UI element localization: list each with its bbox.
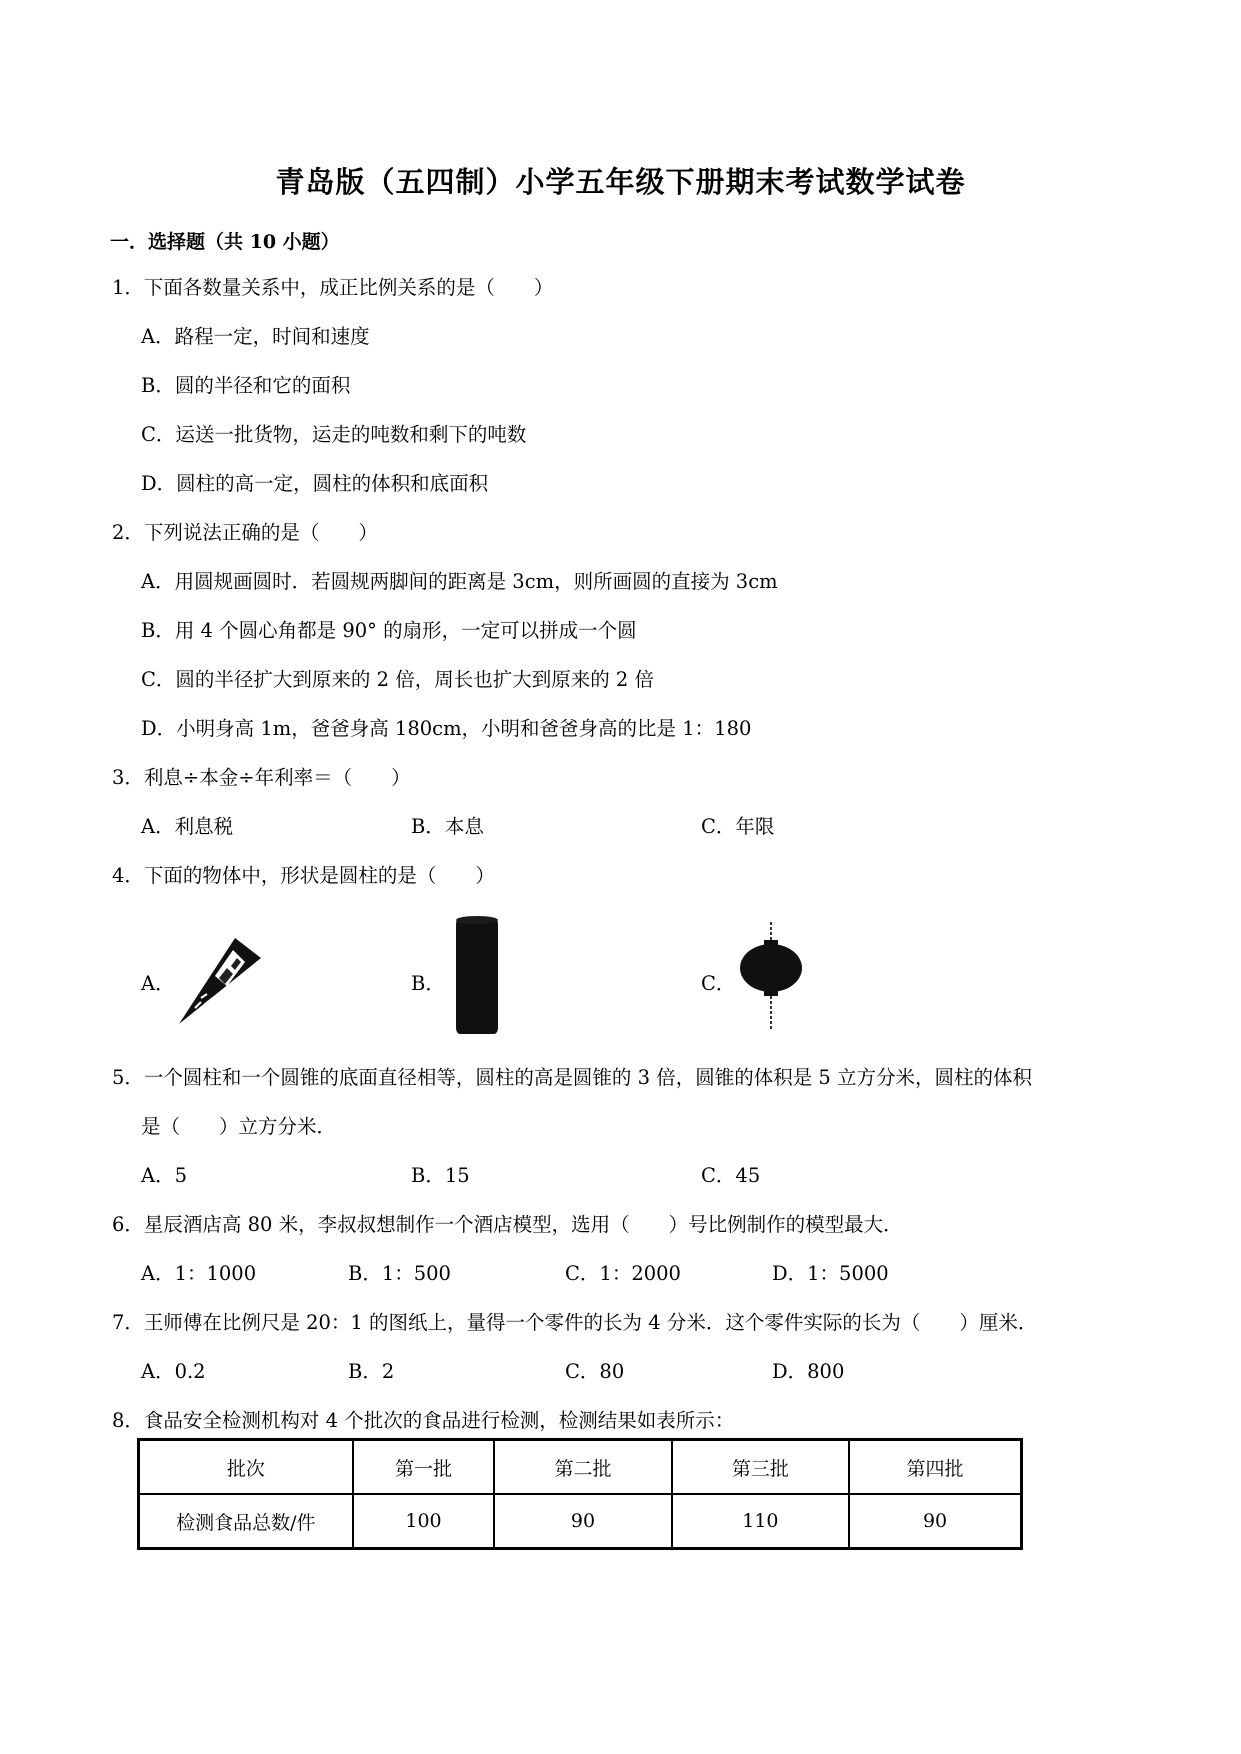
table-cell: 90 (494, 1494, 671, 1549)
page-title: 青岛版（五四制）小学五年级下册期末考试数学试卷 (275, 165, 966, 199)
table-header-cell: 第四批 (849, 1440, 1021, 1495)
table-header-cell: 第一批 (353, 1440, 495, 1495)
results-table (137, 1438, 1023, 1550)
question-7-option-d: D．800 (772, 1360, 845, 1383)
question-7-option-c: C．80 (565, 1360, 625, 1383)
question-2-option-a: A．用圆规画圆时．若圆规两脚间的距离是 3cm，则所画圆的直接为 3cm (141, 570, 778, 593)
table-cell: 90 (849, 1494, 1021, 1549)
question-3-option-c: C．年限 (701, 815, 775, 838)
question-6-stem: 6．星辰酒店高 80 米，李叔叔想制作一个酒店模型，选用（ ）号比例制作的模型最大． (112, 1213, 903, 1236)
table-cell: 100 (353, 1494, 495, 1549)
question-5-option-b: B．15 (411, 1164, 470, 1187)
question-2-option-c: C．圆的半径扩大到原来的 2 倍，周长也扩大到原来的 2 倍 (141, 668, 655, 691)
question-2-option-d: D．小明身高 1m，爸爸身高 180cm，小明和爸爸身高的比是 1：180 (141, 717, 752, 740)
table-row (139, 1494, 1022, 1549)
question-7-option-b: B．2 (348, 1360, 395, 1383)
question-1-option-b: B．圆的半径和它的面积 (141, 374, 351, 397)
question-6-option-c: C．1：2000 (565, 1262, 681, 1285)
section-heading: 一．选择题（共 10 小题） (110, 231, 340, 253)
question-2-stem: 2．下列说法正确的是（ ） (112, 521, 378, 544)
cylinder-icon (454, 914, 500, 1038)
question-4-option-a-label: A． (141, 972, 175, 995)
question-6-option-a: A．1：1000 (141, 1262, 257, 1285)
table-header-row (139, 1440, 1022, 1495)
question-5-stem-continued: 是（ ）立方分米． (141, 1115, 337, 1138)
question-2-option-b: B．用 4 个圆心角都是 90° 的扇形，一定可以拼成一个圆 (141, 619, 637, 642)
question-5-stem: 5．一个圆柱和一个圆锥的底面直径相等，圆柱的高是圆锥的 3 倍，圆锥的体积是 5 立方分米，圆柱的体积 (112, 1066, 1033, 1089)
table-cell: 110 (672, 1494, 849, 1549)
question-6-option-d: D．1：5000 (772, 1262, 889, 1285)
question-5-option-a: A．5 (141, 1164, 187, 1187)
question-4-option-b-label: B． (411, 972, 445, 995)
table-header-cell: 批次 (139, 1440, 353, 1495)
question-4-stem: 4．下面的物体中，形状是圆柱的是（ ） (112, 864, 495, 887)
table-header-cell: 第三批 (672, 1440, 849, 1495)
question-3-stem: 3．利息÷本金÷年利率＝（ ） (112, 766, 411, 789)
question-1-option-d: D．圆柱的高一定，圆柱的体积和底面积 (141, 472, 489, 495)
ice-cream-cone-icon (175, 928, 265, 1028)
question-5-option-c: C．45 (701, 1164, 761, 1187)
question-8-stem: 8．食品安全检测机构对 4 个批次的食品进行检测，检测结果如表所示： (112, 1409, 735, 1432)
lantern-icon (738, 922, 804, 1032)
question-7-option-a: A．0.2 (141, 1360, 206, 1383)
question-3-option-a: A．利息税 (141, 815, 234, 838)
question-4-option-c-label: C． (701, 972, 736, 995)
question-1-stem: 1．下面各数量关系中，成正比例关系的是（ ） (112, 276, 554, 299)
question-6-option-b: B．1：500 (348, 1262, 451, 1285)
question-1-option-c: C．运送一批货物，运走的吨数和剩下的吨数 (141, 423, 527, 446)
table-cell: 检测食品总数/件 (139, 1494, 353, 1549)
question-1-option-a: A．路程一定，时间和速度 (141, 325, 370, 348)
question-7-stem: 7．王师傅在比例尺是 20：1 的图纸上，量得一个零件的长为 4 分米．这个零件实际的长为（ ）厘米． (112, 1311, 1038, 1334)
table-header-cell: 第二批 (494, 1440, 671, 1495)
question-3-option-b: B．本息 (411, 815, 484, 838)
